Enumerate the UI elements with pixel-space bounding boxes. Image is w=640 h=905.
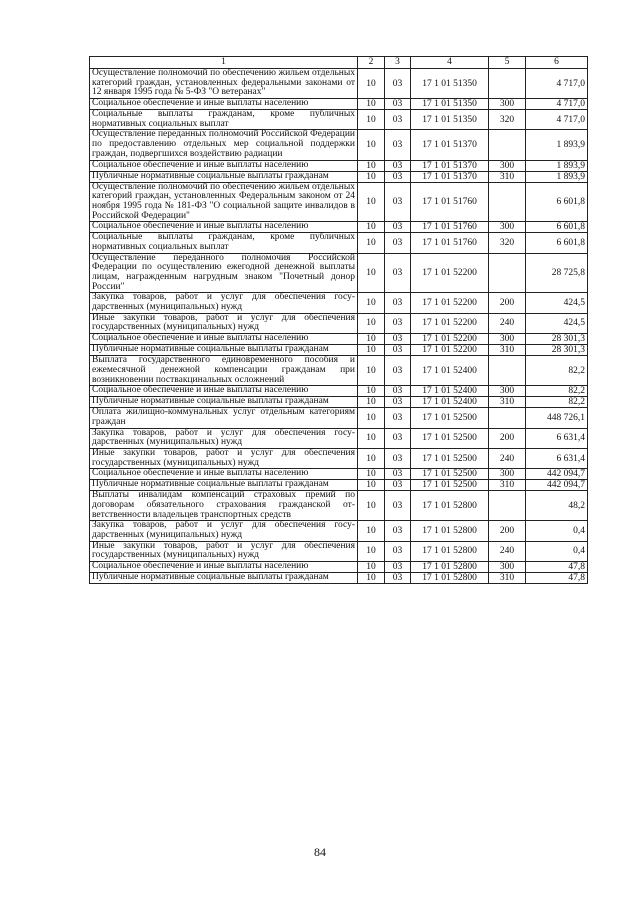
expense-type-code: 320 xyxy=(489,110,526,130)
expense-type-code xyxy=(489,182,526,222)
subsection-code: 03 xyxy=(385,573,411,584)
section-code: 10 xyxy=(358,130,385,160)
row-name: Осуществление переданного полномочия Российской Федерации по осуществлению ежегодной денежной выплаты лицам, награжденным нагрудным знаком "Почетный донор России" xyxy=(90,253,358,293)
section-code: 10 xyxy=(358,386,385,397)
amount: 28 725,8 xyxy=(526,253,588,293)
expense-type-code xyxy=(489,253,526,293)
amount: 47,8 xyxy=(526,562,588,573)
expense-type-code: 300 xyxy=(489,160,526,171)
amount: 448 726,1 xyxy=(526,408,588,428)
header-cell-1: 1 xyxy=(90,57,358,69)
target-article-code: 17 1 01 52500 xyxy=(411,408,489,428)
target-article-code: 17 1 01 51370 xyxy=(411,160,489,171)
row-name: Оплата жилищно-коммунальных услуг отдельным категориям граждан xyxy=(90,408,358,428)
expense-type-code xyxy=(489,69,526,99)
target-article-code: 17 1 01 52200 xyxy=(411,345,489,356)
amount: 28 301,3 xyxy=(526,334,588,345)
section-code: 10 xyxy=(358,293,385,313)
table-row xyxy=(90,313,588,333)
amount: 82,2 xyxy=(526,397,588,408)
header-cell-2: 2 xyxy=(358,57,385,69)
expense-type-code: 300 xyxy=(489,469,526,480)
subsection-code: 03 xyxy=(385,469,411,480)
subsection-code: 03 xyxy=(385,448,411,468)
subsection-code: 03 xyxy=(385,110,411,130)
section-code: 10 xyxy=(358,480,385,491)
section-code: 10 xyxy=(358,69,385,99)
expense-type-code: 200 xyxy=(489,521,526,541)
target-article-code: 17 1 01 52200 xyxy=(411,313,489,333)
expense-type-code: 300 xyxy=(489,99,526,110)
subsection-code: 03 xyxy=(385,541,411,561)
subsection-code: 03 xyxy=(385,253,411,293)
table-row xyxy=(90,448,588,468)
amount: 4 717,0 xyxy=(526,99,588,110)
row-name: Закупка товаров, работ и услуг для обеспечения государственных (муниципальных) нужд xyxy=(90,293,358,313)
amount: 47,8 xyxy=(526,573,588,584)
subsection-code: 03 xyxy=(385,160,411,171)
target-article-code: 17 1 01 52200 xyxy=(411,253,489,293)
expense-type-code: 310 xyxy=(489,397,526,408)
target-article-code: 17 1 01 51370 xyxy=(411,130,489,160)
section-code: 10 xyxy=(358,397,385,408)
row-name: Социальное обеспечение и иные выплаты населению xyxy=(90,386,358,397)
subsection-code: 03 xyxy=(385,408,411,428)
table-row xyxy=(90,293,588,313)
amount: 6 601,8 xyxy=(526,222,588,233)
target-article-code: 17 1 01 52500 xyxy=(411,448,489,468)
row-name: Социальное обеспечение и иные выплаты населению xyxy=(90,222,358,233)
target-article-code: 17 1 01 52500 xyxy=(411,469,489,480)
subsection-code: 03 xyxy=(385,130,411,160)
section-code: 10 xyxy=(358,222,385,233)
amount: 4 717,0 xyxy=(526,110,588,130)
subsection-code: 03 xyxy=(385,521,411,541)
subsection-code: 03 xyxy=(385,386,411,397)
amount: 424,5 xyxy=(526,293,588,313)
row-name: Осуществление переданных полномочий Российской Федерации по предоставлению отдельных мер социальной поддержки граждан, подвергшихся воздействию радиации xyxy=(90,130,358,160)
expense-type-code: 300 xyxy=(489,386,526,397)
target-article-code: 17 1 01 52800 xyxy=(411,562,489,573)
target-article-code: 17 1 01 52400 xyxy=(411,386,489,397)
amount: 424,5 xyxy=(526,313,588,333)
subsection-code: 03 xyxy=(385,222,411,233)
table-row xyxy=(90,110,588,130)
amount: 442 094,7 xyxy=(526,469,588,480)
expense-type-code: 310 xyxy=(489,480,526,491)
amount: 4 717,0 xyxy=(526,69,588,99)
subsection-code: 03 xyxy=(385,562,411,573)
target-article-code: 17 1 01 52800 xyxy=(411,521,489,541)
table-row xyxy=(90,171,588,182)
target-article-code: 17 1 01 52500 xyxy=(411,480,489,491)
subsection-code: 03 xyxy=(385,182,411,222)
expense-type-code: 300 xyxy=(489,562,526,573)
amount: 6 601,8 xyxy=(526,182,588,222)
budget-table xyxy=(89,56,588,584)
section-code: 10 xyxy=(358,253,385,293)
row-name: Публичные нормативные социальные выплаты гражданам xyxy=(90,345,358,356)
target-article-code: 17 1 01 52800 xyxy=(411,573,489,584)
row-name: Иные закупки товаров, работ и услуг для обеспечения государственных (муниципальных) нужд xyxy=(90,313,358,333)
section-code: 10 xyxy=(358,541,385,561)
row-name: Социальное обеспечение и иные выплаты населению xyxy=(90,160,358,171)
expense-type-code: 200 xyxy=(489,293,526,313)
table-row xyxy=(90,428,588,448)
row-name: Выплаты инвалидам компенсаций страховых премий по договорам обязательного страхования гражданской ответственности владельцев транспортных средств xyxy=(90,491,358,521)
table-row xyxy=(90,573,588,584)
expense-type-code: 320 xyxy=(489,233,526,253)
table-row xyxy=(90,408,588,428)
header-row xyxy=(90,57,588,69)
table-row xyxy=(90,345,588,356)
expense-type-code: 310 xyxy=(489,345,526,356)
amount: 82,2 xyxy=(526,356,588,386)
row-name: Закупка товаров, работ и услуг для обеспечения государственных (муниципальных) нужд xyxy=(90,521,358,541)
section-code: 10 xyxy=(358,182,385,222)
target-article-code: 17 1 01 52200 xyxy=(411,334,489,345)
target-article-code: 17 1 01 52500 xyxy=(411,428,489,448)
section-code: 10 xyxy=(358,356,385,386)
row-name: Социальное обеспечение и иные выплаты населению xyxy=(90,469,358,480)
row-name: Социальное обеспечение и иные выплаты населению xyxy=(90,562,358,573)
row-name: Публичные нормативные социальные выплаты гражданам xyxy=(90,397,358,408)
expense-type-code: 240 xyxy=(489,313,526,333)
header-cell-6: 6 xyxy=(526,57,588,69)
subsection-code: 03 xyxy=(385,491,411,521)
subsection-code: 03 xyxy=(385,345,411,356)
section-code: 10 xyxy=(358,334,385,345)
target-article-code: 17 1 01 52800 xyxy=(411,491,489,521)
expense-type-code xyxy=(489,130,526,160)
target-article-code: 17 1 01 51350 xyxy=(411,99,489,110)
amount: 442 094,7 xyxy=(526,480,588,491)
target-article-code: 17 1 01 51350 xyxy=(411,69,489,99)
section-code: 10 xyxy=(358,408,385,428)
section-code: 10 xyxy=(358,110,385,130)
table-row xyxy=(90,521,588,541)
expense-type-code: 310 xyxy=(489,171,526,182)
row-name: Выплата государственного единовременного пособия и ежемесячной денежной компенсации гражданам при возникновении поствакцинальных осложнений xyxy=(90,356,358,386)
amount: 82,2 xyxy=(526,386,588,397)
row-name: Осуществление полномочий по обеспечению жильем отдельных категорий граждан, установленных федеральными законами от 12 января 1995 года № 5-ФЗ "О ветеранах" xyxy=(90,69,358,99)
expense-type-code: 310 xyxy=(489,573,526,584)
amount: 6 601,8 xyxy=(526,233,588,253)
table-row xyxy=(90,99,588,110)
row-name: Публичные нормативные социальные выплаты гражданам xyxy=(90,171,358,182)
target-article-code: 17 1 01 52400 xyxy=(411,356,489,386)
amount: 48,2 xyxy=(526,491,588,521)
target-article-code: 17 1 01 51760 xyxy=(411,222,489,233)
target-article-code: 17 1 01 52800 xyxy=(411,541,489,561)
section-code: 10 xyxy=(358,521,385,541)
section-code: 10 xyxy=(358,345,385,356)
table-row xyxy=(90,130,588,160)
subsection-code: 03 xyxy=(385,480,411,491)
subsection-code: 03 xyxy=(385,293,411,313)
subsection-code: 03 xyxy=(385,99,411,110)
table-row xyxy=(90,182,588,222)
row-name: Осуществление полномочий по обеспечению жильем отдельных категорий граждан, установленных Федеральным законом от 24 ноября 1995 года № 181-ФЗ "О социальной защите инвалидов в Российской Федерации" xyxy=(90,182,358,222)
expense-type-code: 300 xyxy=(489,334,526,345)
amount: 1 893,9 xyxy=(526,160,588,171)
header-cell-4: 4 xyxy=(411,57,489,69)
table-row xyxy=(90,491,588,521)
section-code: 10 xyxy=(358,469,385,480)
expense-type-code: 240 xyxy=(489,541,526,561)
table-row xyxy=(90,397,588,408)
target-article-code: 17 1 01 51370 xyxy=(411,171,489,182)
table-row xyxy=(90,253,588,293)
row-name: Социальное обеспечение и иные выплаты населению xyxy=(90,99,358,110)
subsection-code: 03 xyxy=(385,171,411,182)
section-code: 10 xyxy=(358,99,385,110)
amount: 0,4 xyxy=(526,541,588,561)
row-name: Иные закупки товаров, работ и услуг для обеспечения государственных (муниципальных) нужд xyxy=(90,448,358,468)
expense-type-code: 200 xyxy=(489,428,526,448)
header-cell-3: 3 xyxy=(385,57,411,69)
section-code: 10 xyxy=(358,573,385,584)
row-name: Публичные нормативные социальные выплаты гражданам xyxy=(90,480,358,491)
expense-type-code xyxy=(489,408,526,428)
target-article-code: 17 1 01 51760 xyxy=(411,233,489,253)
row-name: Социальное обеспечение и иные выплаты населению xyxy=(90,334,358,345)
amount: 0,4 xyxy=(526,521,588,541)
table-row xyxy=(90,69,588,99)
table-header xyxy=(90,57,588,69)
row-name: Публичные нормативные социальные выплаты гражданам xyxy=(90,573,358,584)
subsection-code: 03 xyxy=(385,428,411,448)
amount: 1 893,9 xyxy=(526,171,588,182)
table-row xyxy=(90,160,588,171)
header-cell-5: 5 xyxy=(489,57,526,69)
amount: 28 301,3 xyxy=(526,345,588,356)
section-code: 10 xyxy=(358,448,385,468)
table-row xyxy=(90,541,588,561)
table-body xyxy=(90,69,588,584)
subsection-code: 03 xyxy=(385,69,411,99)
section-code: 10 xyxy=(358,233,385,253)
expense-type-code: 300 xyxy=(489,222,526,233)
row-name: Закупка товаров, работ и услуг для обеспечения государственных (муниципальных) нужд xyxy=(90,428,358,448)
subsection-code: 03 xyxy=(385,233,411,253)
table-row xyxy=(90,233,588,253)
row-name: Социальные выплаты гражданам, кроме публичных нормативных социальных выплат xyxy=(90,233,358,253)
section-code: 10 xyxy=(358,562,385,573)
expense-type-code: 240 xyxy=(489,448,526,468)
section-code: 10 xyxy=(358,160,385,171)
amount: 6 631,4 xyxy=(526,448,588,468)
target-article-code: 17 1 01 52200 xyxy=(411,293,489,313)
amount: 6 631,4 xyxy=(526,428,588,448)
table-row xyxy=(90,334,588,345)
row-name: Социальные выплаты гражданам, кроме публичных нормативных социальных выплат xyxy=(90,110,358,130)
section-code: 10 xyxy=(358,313,385,333)
amount: 1 893,9 xyxy=(526,130,588,160)
expense-type-code xyxy=(489,356,526,386)
subsection-code: 03 xyxy=(385,313,411,333)
subsection-code: 03 xyxy=(385,397,411,408)
table-row xyxy=(90,356,588,386)
row-name: Иные закупки товаров, работ и услуг для обеспечения государственных (муниципальных) нужд xyxy=(90,541,358,561)
target-article-code: 17 1 01 51350 xyxy=(411,110,489,130)
subsection-code: 03 xyxy=(385,356,411,386)
section-code: 10 xyxy=(358,171,385,182)
section-code: 10 xyxy=(358,491,385,521)
section-code: 10 xyxy=(358,428,385,448)
expense-type-code xyxy=(489,491,526,521)
table-row xyxy=(90,562,588,573)
subsection-code: 03 xyxy=(385,334,411,345)
target-article-code: 17 1 01 51760 xyxy=(411,182,489,222)
target-article-code: 17 1 01 52400 xyxy=(411,397,489,408)
page-number: 84 xyxy=(314,845,326,859)
